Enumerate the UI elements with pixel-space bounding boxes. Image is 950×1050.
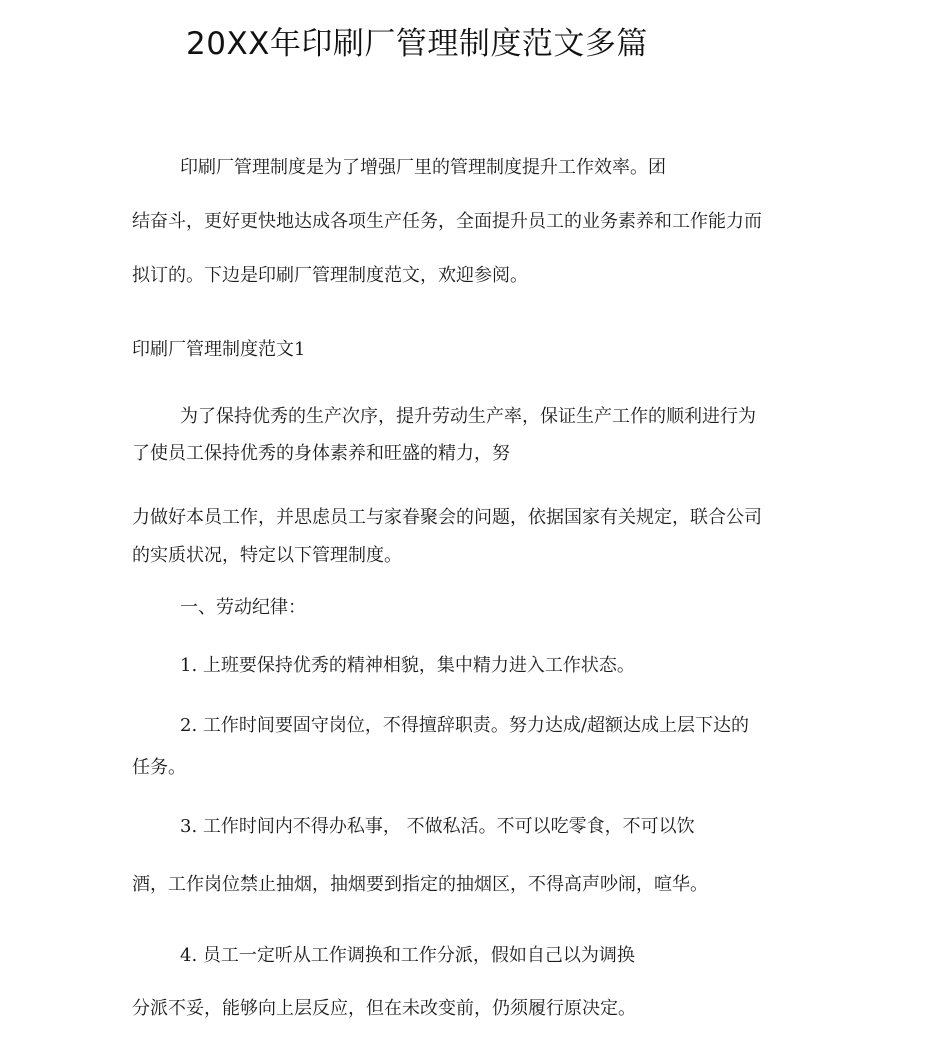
paragraph-1-line-1: 为了保持优秀的生产次序，提升劳动生产率，保证生产工作的顺利进行为 xyxy=(180,406,756,427)
list-item-3-line-2: 酒，工作岗位禁止抽烟，抽烟要到指定的抽烟区，不得高声吵闹，喧华。 xyxy=(132,874,708,895)
paragraph-1-line-2: 了使员工保持优秀的身体素养和旺盛的精力，努 xyxy=(132,443,510,464)
list-item-4-line-2: 分派不妥，能够向上层反应，但在未改变前，仍须履行原决定。 xyxy=(132,998,636,1019)
list-item-1: 1. 上班要保持优秀的精神相貌，集中精力进入工作状态。 xyxy=(180,655,635,676)
document-title: 20XX年印刷厂管理制度范文多篇 xyxy=(186,26,648,62)
paragraph-2-line-1: 力做好本员工作，并思虑员工与家眷聚会的问题，依据国家有关规定，联合公司 xyxy=(132,507,762,528)
intro-line-2: 结奋斗，更好更快地达成各项生产任务，全面提升员工的业务素养和工作能力而 xyxy=(132,211,762,232)
list-item-4-line-1: 4. 员工一定听从工作调换和工作分派，假如自己以为调换 xyxy=(180,945,635,966)
list-item-2-line-1: 2. 工作时间要固守岗位，不得擅辞职责。努力达成/超额达成上层下达的 xyxy=(180,715,749,736)
intro-line-1: 印刷厂管理制度是为了增强厂里的管理制度提升工作效率。团 xyxy=(180,157,666,178)
list-item-2-line-2: 任务。 xyxy=(132,757,186,778)
paragraph-2-line-2: 的实质状况，特定以下管理制度。 xyxy=(132,545,402,566)
section-heading: 印刷厂管理制度范文1 xyxy=(132,339,306,360)
subheading-labor-discipline: 一、劳动纪律： xyxy=(180,597,306,618)
list-item-3-line-1: 3. 工作时间内不得办私事， 不做私活。不可以吃零食，不可以饮 xyxy=(180,816,695,837)
intro-line-3: 拟订的。下边是印刷厂管理制度范文，欢迎参阅。 xyxy=(132,265,528,286)
